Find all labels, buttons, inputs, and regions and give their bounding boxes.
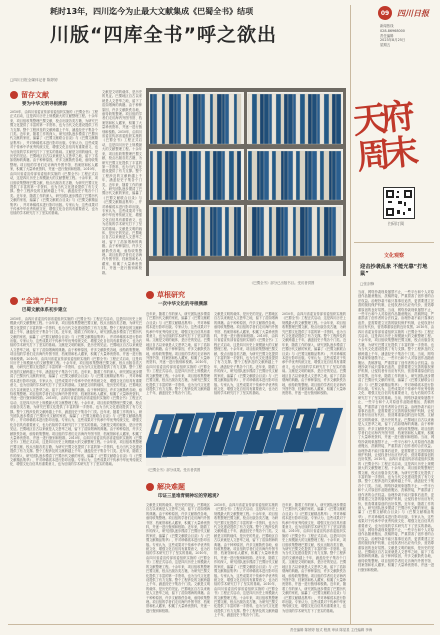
- side-column-body: 文献是文明的载体，是历史的见证。巴蜀地区自古以来就是人文荟萃之地，留下了浩如烟海的典籍。由于种种原因，许多文献散佚各地，亟待收集整理。项目组的学者们走访海内外图书馆、档案馆和私人藏家，积累了大量珍贵资料，并逐一进行甄别和校勘。2010年，由四川省委宣传部省委组织实施的《巴蜀全书》工程正式启动，这是四川历史上规模最大的文献整理工程。十余年来，项目组收集整理巴蜀文献，校点出版各类古籍，为研究巴蜀文化提供了丰富的第一手资料，也为当代文化建设提供了有力支撑。整个工程涉及的文献跨越上千年，涵盖经史子集各个门类。近年来，随着工作的深入，研究团队逐步摸清了巴蜀历代文献的家底，编纂了《巴蜀文献联合目录》与《巴蜀文献精品集萃》，并对珍稀孤本进行影印出版。专家认为，这些成果对于传承中华优秀传统文化、增强文化自信具有重要意义，也为后续的学术研究打下了坚实的基础。文献是文明的载体，是历史的见证。巴蜀地区自古以来就是人文荟萃之地，留下了浩如烟海的典籍。由于种种原因，许多文献散佚各地，亟待收集整理。项目组的学者们走访海内外图书馆、档案馆和私人藏家，积累了大量珍贵资料，并逐一进行甄别和校勘。: [102, 90, 142, 275]
- bookshelf-image-icon: [146, 88, 346, 276]
- books-image-icon: [146, 400, 346, 466]
- section-4-body-c: 近年来，随着工作的深入，研究团队逐步摸清了巴蜀历代文献的家底，编纂了《巴蜀文献联合目录》与《巴蜀文献精品集萃》，并对珍稀孤本进行影印出版。专家认为，这些成果对于传承中华优秀传统文化、增强文化自信具有重要意义，也为后续的学术研究打下了坚实的基础。2010年，由四川省委宣传部省委组织实施的《巴蜀全书》工程正式启动，这是四川历史上规模最大的文献整理工程。十余年来，项目组收集整理巴蜀文献，校点出版各类古籍，为研究巴蜀文化提供了丰富的第一手资料，也为当代文化建设提供了有力支撑。整个工程涉及的文献跨越上千年，涵盖经史子集各个门类。文献是文明的载体，是历史的见证。巴蜀地区自古以来就是人文荟萃之地，留下了浩如烟海的典籍。由于种种原因，许多文献散佚各地，亟待收集整理。项目组的学者们走访海内外图书馆、档案馆和私人藏家，积累了大量珍贵资料，并逐一进行甄别和校勘。近年来，随着工作的深入，研究团队逐步摸清了巴蜀历代文献的家底，编纂了《巴蜀文献联合目录》与《巴蜀文献精品集萃》，并对珍稀孤本进行影印出版。专家认为，这些成果对于传承中华优秀传统文化、增强文化自信具有重要意义，也为后续的学术研究打下了坚实的基础。: [282, 503, 346, 613]
- books-photo: [146, 400, 346, 466]
- section-3-body: 2010年，由四川省委宣传部省委组织实施的《巴蜀全书》工程正式启动，这是四川历史上规模最大的文献整理工程。十余年来，项目组收集整理巴蜀文献，校点出版各类古籍，为研究巴蜀文化提供了丰富的第一手资料，也为当代文化建设提供了有力支撑。整个工程涉及的文献跨越上千年，涵盖经史子集各个门类。近年来，随着工作的深入，研究团队逐步摸清了巴蜀历代文献的家底，编纂了《巴蜀文献联合目录》与《巴蜀文献精品集萃》，并对珍稀孤本进行影印出版。专家认为，这些成果对于传承中华优秀传统文化、增强文化自信具有重要意义，也为后续的学术研究打下了坚实的基础。文献是文明的载体，是历史的见证。巴蜀地区自古以来就是人文荟萃之地，留下了浩如烟海的典籍。由于种种原因，许多文献散佚各地，亟待收集整理。项目组的学者们走访海内外图书馆、档案馆和私人藏家，积累了大量珍贵资料，并逐一进行甄别和校勘。2010年，由四川省委宣传部省委组织实施的《巴蜀全书》工程正式启动，这是四川历史上规模最大的文献整理工程。十余年来，项目组收集整理巴蜀文献，校点出版各类古籍，为研究巴蜀文化提供了丰富的第一手资料，也为当代文化建设提供了有力支撑。整个工程涉及的文献跨越上千年，涵盖经史子集各个门类。近年来，随着工作的深入，研究团队逐步摸清了巴蜀历代文献的家底，编纂了《巴蜀文献联合目录》与《巴蜀文献精品集萃》，并对珍稀孤本进行影印出版。专家认为，这些成果对于传承中华优秀传统文化、增强文化自信具有重要意义，也为后续的学术研究打下了坚实的基础。文献是文明的载体，是历史的见证。巴蜀地区自古以来就是人文荟萃之地，留下了浩如烟海的典籍。由于种种原因，许多文献散佚各地，亟待收集整理。项目组的学者们走访海内外图书馆、档案馆和私人藏家，积累了大量珍贵资料，并逐一进行甄别和校勘。2010年，由四川省委宣传部省委组织实施的《巴蜀全书》工程正式启动，这是四川历史上规模最大的文献整理工程。十余年来，项目组收集整理巴蜀文献，校点出版各类古籍，为研究巴蜀文化提供了丰富的第一手资料，也为当代文化建设提供了有力支撑。整个工程涉及的文献跨越上千年，涵盖经史子集各个门类。近年来，随着工作的深入，研究团队逐步摸清了巴蜀历代文献的家底，编纂了《巴蜀文献联合目录》与《巴蜀文献精品集萃》，并对珍稀孤本进行影印出版。专家认为，这些成果对于传承中华优秀传统文化、增强文化自信具有重要意义，也为后续的学术研究打下了坚实的基础。文献是文明的载体，是历史的见证。巴蜀地区自古以来就是人文荟萃之地，留下了浩如烟海的典籍。由于种种原因，许多文献散佚各地，亟待收集整理。项目组的学者们走访海内外图书馆、档案馆和私人藏家，积累了大量珍贵资料，并逐一进行甄别和校勘。2010年，由四川省委宣传部省委组织实施的《巴蜀全书》工程正式启动，这是四川历史上规模最大的文献整理工程。十余年来，项目组收集整理巴蜀文献，校点出版各类古籍，为研究巴蜀文化提供了丰富的第一手资料，也为当代文化建设提供了有力支撑。整个工程涉及的文献跨越上千年，涵盖经史子集各个门类。近年来，随着工作的深入，研究团队逐步摸清了巴蜀历代文献的家底，编纂了《巴蜀文献联合目录》与《巴蜀文献精品集萃》，并对珍稀孤本进行影印出版。专家认为，这些成果对于传承中华优秀传统文化、增强文化自信具有重要意义，也为后续的学术研究打下了坚实的基础。: [10, 317, 142, 467]
- bookshelf-photo: [146, 88, 346, 276]
- column-byline: □张剑锋: [360, 282, 375, 286]
- paper-name: 四川日报: [397, 8, 429, 18]
- section-4-body-a: 文献是文明的载体，是历史的见证。巴蜀地区自古以来就是人文荟萃之地，留下了浩如烟海的典籍。由于种种原因，许多文献散佚各地，亟待收集整理。项目组的学者们走访海内外图书馆、档案馆和私人藏家，积累了大量珍贵资料，并逐一进行甄别和校勘。近年来，随着工作的深入，研究团队逐步摸清了巴蜀历代文献的家底，编纂了《巴蜀文献联合目录》与《巴蜀文献精品集萃》，并对珍稀孤本进行影印出版。专家认为，这些成果对于传承中华优秀传统文化、增强文化自信具有重要意义，也为后续的学术研究打下了坚实的基础。2010年，由四川省委宣传部省委组织实施的《巴蜀全书》工程正式启动，这是四川历史上规模最大的文献整理工程。十余年来，项目组收集整理巴蜀文献，校点出版各类古籍，为研究巴蜀文化提供了丰富的第一手资料，也为当代文化建设提供了有力支撑。整个工程涉及的文献跨越上千年，涵盖经史子集各个门类。文献是文明的载体，是历史的见证。巴蜀地区自古以来就是人文荟萃之地，留下了浩如烟海的典籍。由于种种原因，许多文献散佚各地，亟待收集整理。项目组的学者们走访海内外图书馆、档案馆和私人藏家，积累了大量珍贵资料，并逐一进行甄别和校勘。: [146, 503, 210, 613]
- byline: □四川日报全媒体记者 陈婷婷: [10, 78, 58, 82]
- section-subtitle-4: 印证三星堆青铜神坛的穿越观?: [158, 494, 220, 499]
- footer-rule: [8, 624, 434, 625]
- section-2-body-b: 文献是文明的载体，是历史的见证。巴蜀地区自古以来就是人文荟萃之地，留下了浩如烟海的典籍。由于种种原因，许多文献散佚各地，亟待收集整理。项目组的学者们走访海内外图书馆、档案馆和私人藏家，积累了大量珍贵资料，并逐一进行甄别和校勘。2010年，由四川省委宣传部省委组织实施的《巴蜀全书》工程正式启动，这是四川历史上规模最大的文献整理工程。十余年来，项目组收集整理巴蜀文献，校点出版各类古籍，为研究巴蜀文化提供了丰富的第一手资料，也为当代文化建设提供了有力支撑。整个工程涉及的文献跨越上千年，涵盖经史子集各个门类。近年来，随着工作的深入，研究团队逐步摸清了巴蜀历代文献的家底，编纂了《巴蜀文献联合目录》与《巴蜀文献精品集萃》，并对珍稀孤本进行影印出版。专家认为，这些成果对于传承中华优秀传统文化、增强文化自信具有重要意义，也为后续的学术研究打下了坚实的基础。: [214, 312, 278, 396]
- section-1-body: 2010年，由四川省委宣传部省委组织实施的《巴蜀全书》工程正式启动，这是四川历史上规模最大的文献整理工程。十余年来，项目组收集整理巴蜀文献，校点出版各类古籍，为研究巴蜀文化提供了丰富的第一手资料，也为当代文化建设提供了有力支撑。整个工程涉及的文献跨越上千年，涵盖经史子集各个门类。近年来，随着工作的深入，研究团队逐步摸清了巴蜀历代文献的家底，编纂了《巴蜀文献联合目录》与《巴蜀文献精品集萃》，并对珍稀孤本进行影印出版。专家认为，这些成果对于传承中华优秀传统文化、增强文化自信具有重要意义，也为后续的学术研究打下了坚实的基础。文献是文明的载体，是历史的见证。巴蜀地区自古以来就是人文荟萃之地，留下了浩如烟海的典籍。由于种种原因，许多文献散佚各地，亟待收集整理。项目组的学者们走访海内外图书馆、档案馆和私人藏家，积累了大量珍贵资料，并逐一进行甄别和校勘。2010年，由四川省委宣传部省委组织实施的《巴蜀全书》工程正式启动，这是四川历史上规模最大的文献整理工程。十余年来，项目组收集整理巴蜀文献，校点出版各类古籍，为研究巴蜀文化提供了丰富的第一手资料，也为当代文化建设提供了有力支撑。整个工程涉及的文献跨越上千年，涵盖经史子集各个门类。近年来，随着工作的深入，研究团队逐步摸清了巴蜀历代文献的家底，编纂了《巴蜀文献联合目录》与《巴蜀文献精品集萃》，并对珍稀孤本进行影印出版。专家认为，这些成果对于传承中华优秀传统文化、增强文化自信具有重要意义，也为后续的学术研究打下了坚实的基础。: [10, 110, 98, 216]
- page-number-badge: 09: [378, 6, 392, 20]
- column-divider: [354, 242, 434, 243]
- column-tag: 文化观察: [384, 253, 405, 259]
- article-kicker: 耗时13年，四川迄今为止最大文献集成《巴蜀全书》结项: [50, 7, 254, 16]
- supplement-title: 天府周末: [350, 96, 415, 178]
- photo-caption-1: 《巴蜀全书》部分已出版书目。受访者供图: [250, 281, 315, 285]
- column-body: 当前，网络抄袭现象屡禁不止，一些平台和个人对原创作品随意搬运、洗稿拼接，严重损害了创作者的合法权益。治理抄袭不能只靠事后追责，更需要建立完善的版权保护机制，让侵权者付出应有代价，营造尊重原创的良好氛围。当前，网络抄袭现象屡禁不止，一些平台和个人对原创作品随意搬运、洗稿拼接，严重损害了创作者的合法权益。治理抄袭不能只靠事后追责，更需要建立完善的版权保护机制，让侵权者付出应有代价，营造尊重原创的良好氛围。2010年，由四川省委宣传部省委组织实施的《巴蜀全书》工程正式启动，这是四川历史上规模最大的文献整理工程。十余年来，项目组收集整理巴蜀文献，校点出版各类古籍，为研究巴蜀文化提供了丰富的第一手资料，也为当代文化建设提供了有力支撑。整个工程涉及的文献跨越上千年，涵盖经史子集各个门类。当前，网络抄袭现象屡禁不止，一些平台和个人对原创作品随意搬运、洗稿拼接，严重损害了创作者的合法权益。治理抄袭不能只靠事后追责，更需要建立完善的版权保护机制，让侵权者付出应有代价，营造尊重原创的良好氛围。近年来，随着工作的深入，研究团队逐步摸清了巴蜀历代文献的家底，编纂了《巴蜀文献联合目录》与《巴蜀文献精品集萃》，并对珍稀孤本进行影印出版。专家认为，这些成果对于传承中华优秀传统文化、增强文化自信具有重要意义，也为后续的学术研究打下了坚实的基础。当前，网络抄袭现象屡禁不止，一些平台和个人对原创作品随意搬运、洗稿拼接，严重损害了创作者的合法权益。治理抄袭不能只靠事后追责，更需要建立完善的版权保护机制，让侵权者付出应有代价，营造尊重原创的良好氛围。文献是文明的载体，是历史的见证。巴蜀地区自古以来就是人文荟萃之地，留下了浩如烟海的典籍。由于种种原因，许多文献散佚各地，亟待收集整理。项目组的学者们走访海内外图书馆、档案馆和私人藏家，积累了大量珍贵资料，并逐一进行甄别和校勘。当前，网络抄袭现象屡禁不止，一些平台和个人对原创作品随意搬运、洗稿拼接，严重损害了创作者的合法权益。治理抄袭不能只靠事后追责，更需要建立完善的版权保护机制，让侵权者付出应有代价，营造尊重原创的良好氛围。2010年，由四川省委宣传部省委组织实施的《巴蜀全书》工程正式启动，这是四川历史上规模最大的文献整理工程。十余年来，项目组收集整理巴蜀文献，校点出版各类古籍，为研究巴蜀文化提供了丰富的第一手资料，也为当代文化建设提供了有力支撑。整个工程涉及的文献跨越上千年，涵盖经史子集各个门类。当前，网络抄袭现象屡禁不止，一些平台和个人对原创作品随意搬运、洗稿拼接，严重损害了创作者的合法权益。治理抄袭不能只靠事后追责，更需要建立完善的版权保护机制，让侵权者付出应有代价，营造尊重原创的良好氛围。近年来，随着工作的深入，研究团队逐步摸清了巴蜀历代文献的家底，编纂了《巴蜀文献联合目录》与《巴蜀文献精品集萃》，并对珍稀孤本进行影印出版。专家认为，这些成果对于传承中华优秀传统文化、增强文化自信具有重要意义，也为后续的学术研究打下了坚实的基础。当前，网络抄袭现象屡禁不止，一些平台和个人对原创作品随意搬运、洗稿拼接，严重损害了创作者的合法权益。治理抄袭不能只靠事后追责，更需要建立完善的版权保护机制，让侵权者付出应有代价，营造尊重原创的良好氛围。文献是文明的载体，是历史的见证。巴蜀地区自古以来就是人文荟萃之地，留下了浩如烟海的典籍。由于种种原因，许多文献散佚各地，亟待收集整理。项目组的学者们走访海内外图书馆、档案馆和私人藏家，积累了大量珍贵资料，并逐一进行甄别和校勘。: [358, 290, 434, 572]
- section-subtitle-3: 巴蜀文献体系初步建立: [22, 308, 67, 313]
- section-2-body-a: 近年来，随着工作的深入，研究团队逐步摸清了巴蜀历代文献的家底，编纂了《巴蜀文献联合目录》与《巴蜀文献精品集萃》，并对珍稀孤本进行影印出版。专家认为，这些成果对于传承中华优秀传统文化、增强文化自信具有重要意义，也为后续的学术研究打下了坚实的基础。文献是文明的载体，是历史的见证。巴蜀地区自古以来就是人文荟萃之地，留下了浩如烟海的典籍。由于种种原因，许多文献散佚各地，亟待收集整理。项目组的学者们走访海内外图书馆、档案馆和私人藏家，积累了大量珍贵资料，并逐一进行甄别和校勘。2010年，由四川省委宣传部省委组织实施的《巴蜀全书》工程正式启动，这是四川历史上规模最大的文献整理工程。十余年来，项目组收集整理巴蜀文献，校点出版各类古籍，为研究巴蜀文化提供了丰富的第一手资料，也为当代文化建设提供了有力支撑。整个工程涉及的文献跨越上千年，涵盖经史子集各个门类。: [146, 312, 210, 396]
- page-headline: 川版“四库全书”呼之欲出: [50, 24, 277, 46]
- edition-info: 新闻热线 028-86968000 责任编辑 2023年8月25日 星期五: [380, 24, 406, 48]
- qr-code[interactable]: [383, 187, 415, 219]
- column-separator: [350, 5, 351, 625]
- section-dot-icon: [146, 483, 154, 491]
- section-badge-3: “金读”户口: [10, 296, 58, 306]
- section-badge-4: 解决难题: [146, 482, 185, 492]
- footer-credits: 责任编辑 陈婷婷 版式 程燕 审读 陈星星 主任编辑 李海: [290, 628, 373, 632]
- section-2-body-c: 2010年，由四川省委宣传部省委组织实施的《巴蜀全书》工程正式启动，这是四川历史上规模最大的文献整理工程。十余年来，项目组收集整理巴蜀文献，校点出版各类古籍，为研究巴蜀文化提供了丰富的第一手资料，也为当代文化建设提供了有力支撑。整个工程涉及的文献跨越上千年，涵盖经史子集各个门类。近年来，随着工作的深入，研究团队逐步摸清了巴蜀历代文献的家底，编纂了《巴蜀文献联合目录》与《巴蜀文献精品集萃》，并对珍稀孤本进行影印出版。专家认为，这些成果对于传承中华优秀传统文化、增强文化自信具有重要意义，也为后续的学术研究打下了坚实的基础。文献是文明的载体，是历史的见证。巴蜀地区自古以来就是人文荟萃之地，留下了浩如烟海的典籍。由于种种原因，许多文献散佚各地，亟待收集整理。项目组的学者们走访海内外图书馆、档案馆和私人藏家，积累了大量珍贵资料，并逐一进行甄别和校勘。: [282, 312, 346, 396]
- section-dot-icon: [146, 291, 154, 299]
- section-badge-2: 草根研究: [146, 290, 185, 300]
- photo-caption-2: 《巴蜀全书》部分成果。受访者供图: [146, 468, 201, 472]
- section-badge-1: 留存文献: [10, 90, 49, 100]
- section-dot-icon: [10, 297, 18, 305]
- column-title: 迎击抄袭乱象 不能光靠“打地鼠”: [360, 264, 428, 277]
- qr-pattern-icon: [384, 188, 414, 218]
- section-subtitle-1: 要为中华文明寻根溯源: [22, 102, 67, 107]
- section-dot-icon: [10, 91, 18, 99]
- qr-caption: 扫码订阅: [388, 221, 404, 226]
- section-4-body-b: 2010年，由四川省委宣传部省委组织实施的《巴蜀全书》工程正式启动，这是四川历史上规模最大的文献整理工程。十余年来，项目组收集整理巴蜀文献，校点出版各类古籍，为研究巴蜀文化提供了丰富的第一手资料，也为当代文化建设提供了有力支撑。整个工程涉及的文献跨越上千年，涵盖经史子集各个门类。文献是文明的载体，是历史的见证。巴蜀地区自古以来就是人文荟萃之地，留下了浩如烟海的典籍。由于种种原因，许多文献散佚各地，亟待收集整理。项目组的学者们走访海内外图书馆、档案馆和私人藏家，积累了大量珍贵资料，并逐一进行甄别和校勘。近年来，随着工作的深入，研究团队逐步摸清了巴蜀历代文献的家底，编纂了《巴蜀文献联合目录》与《巴蜀文献精品集萃》，并对珍稀孤本进行影印出版。专家认为，这些成果对于传承中华优秀传统文化、增强文化自信具有重要意义，也为后续的学术研究打下了坚实的基础。2010年，由四川省委宣传部省委组织实施的《巴蜀全书》工程正式启动，这是四川历史上规模最大的文献整理工程。十余年来，项目组收集整理巴蜀文献，校点出版各类古籍，为研究巴蜀文化提供了丰富的第一手资料，也为当代文化建设提供了有力支撑。整个工程涉及的文献跨越上千年，涵盖经史子集各个门类。: [214, 503, 278, 618]
- section-subtitle-2: 一次中华文化的寻根溯源: [158, 302, 208, 307]
